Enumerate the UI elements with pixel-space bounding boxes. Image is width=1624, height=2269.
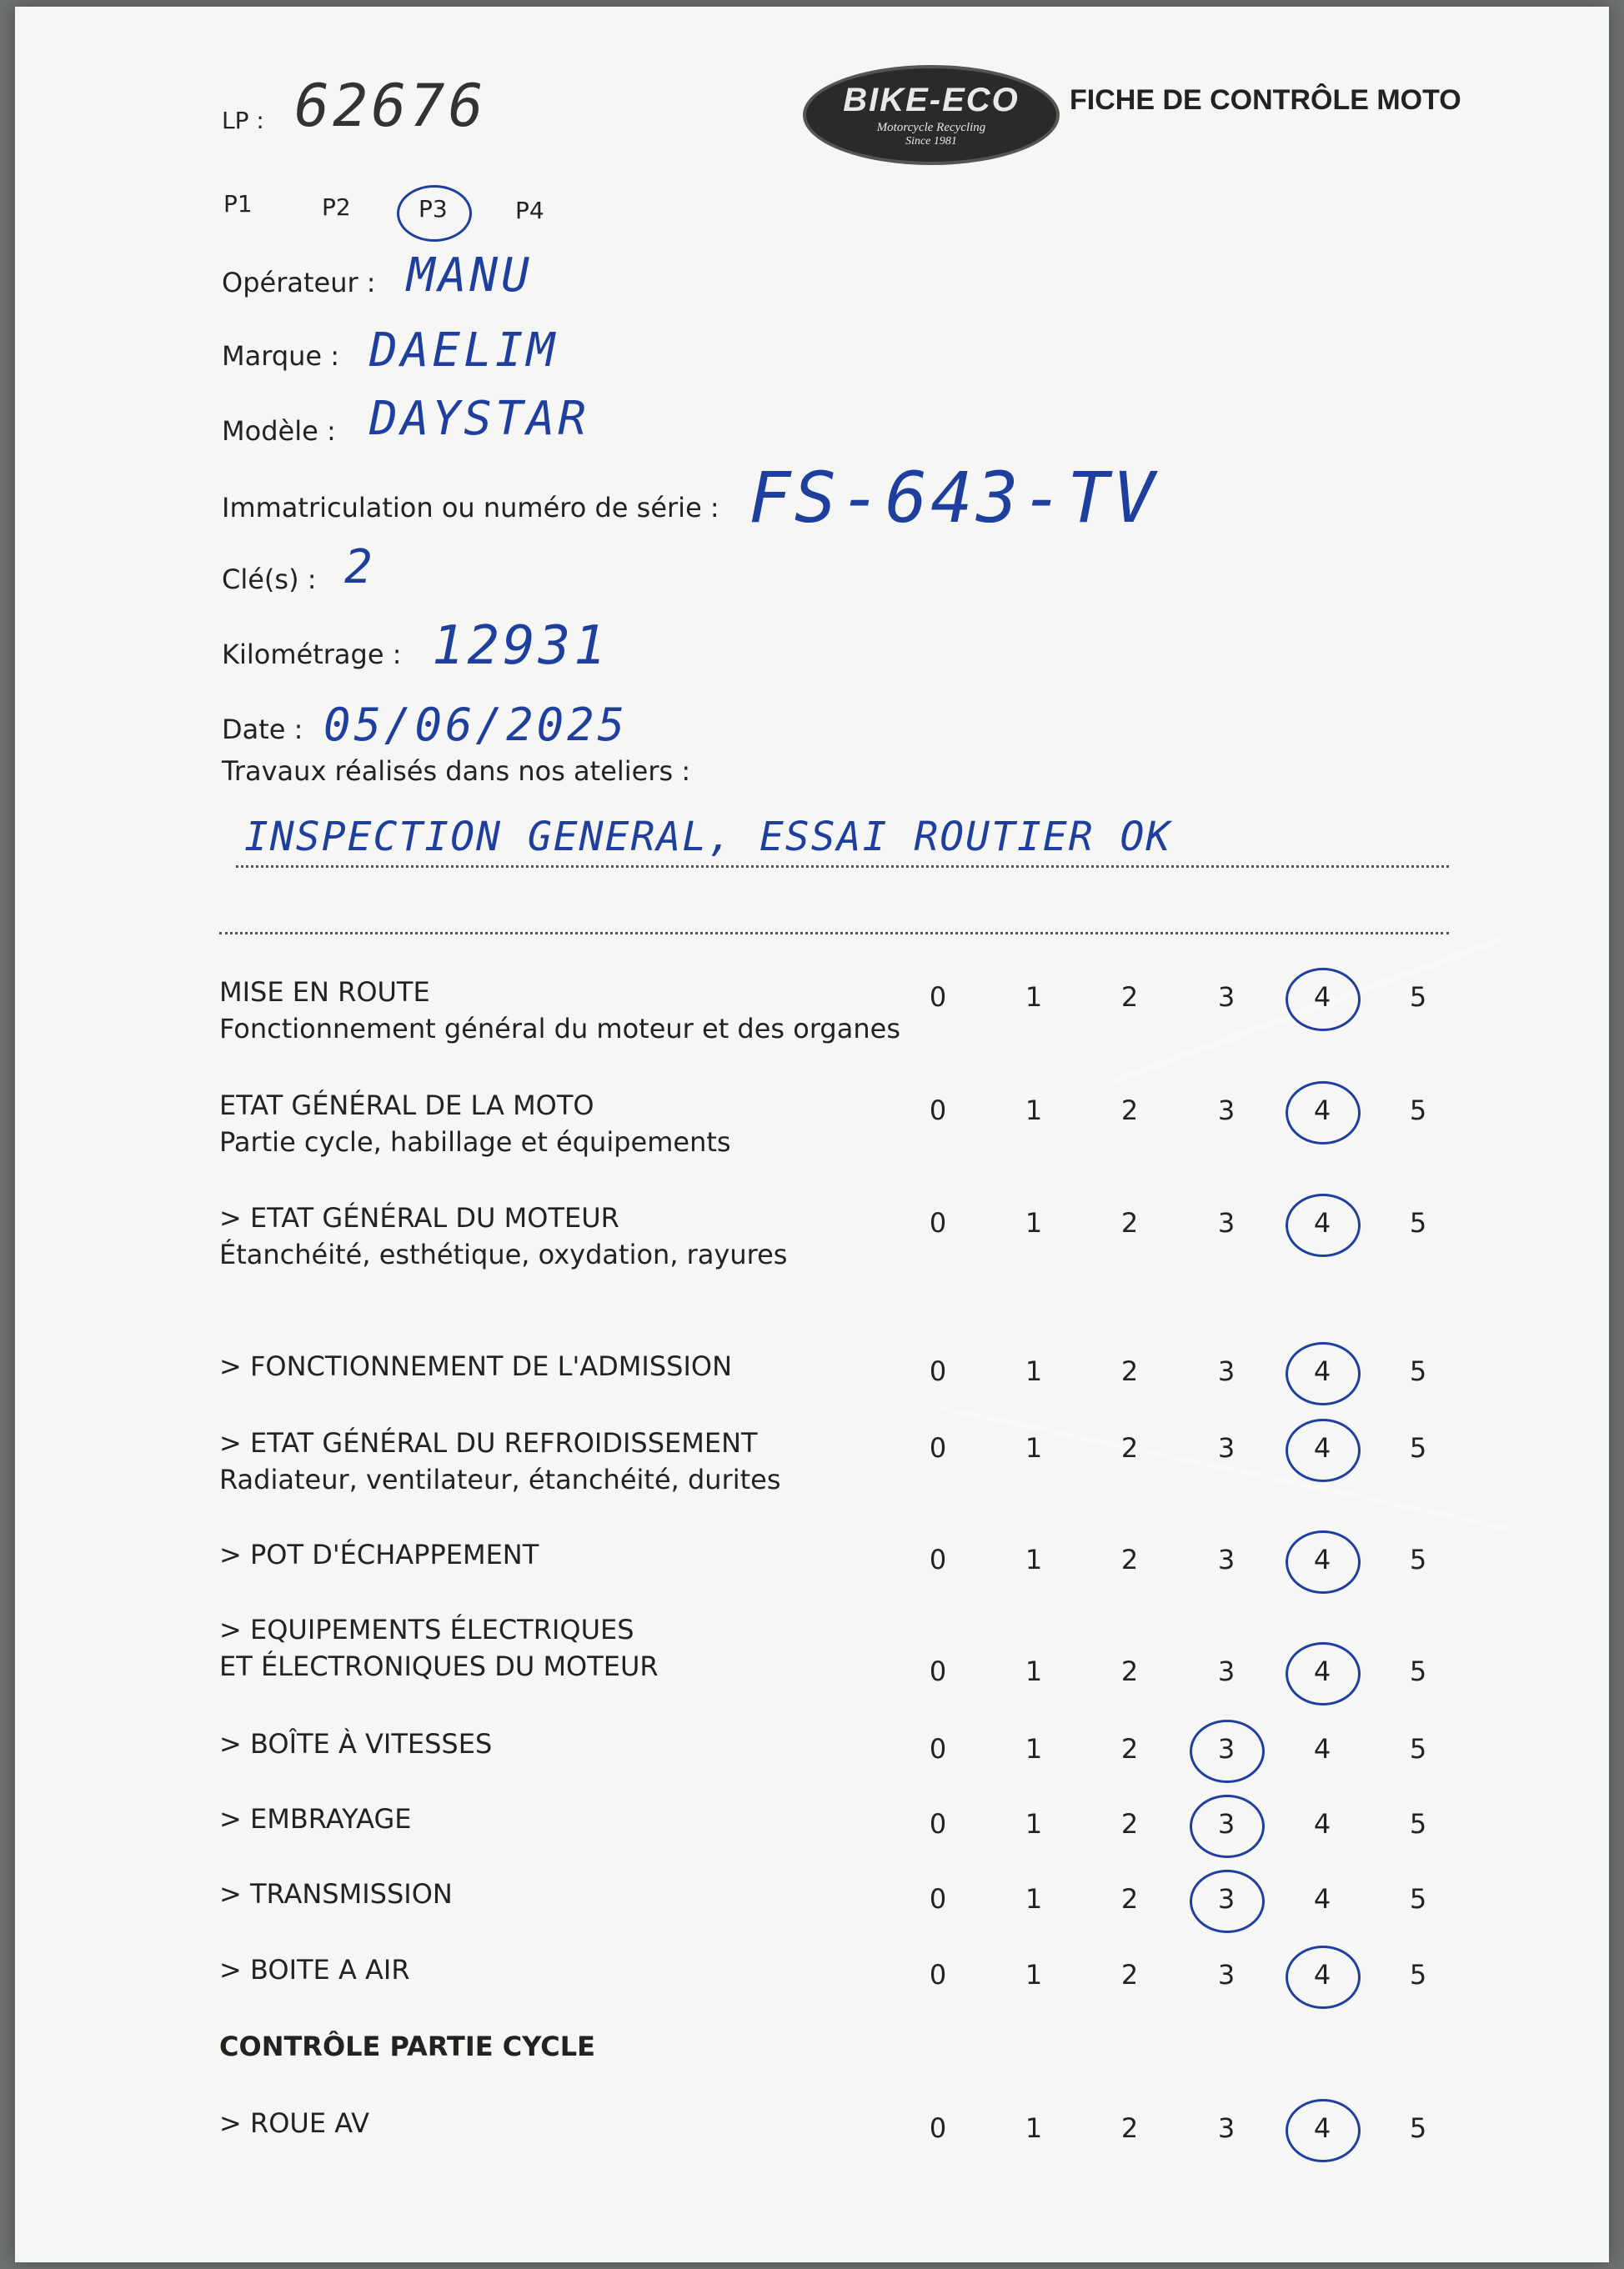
bike-eco-logo [803,65,1060,165]
score-option: 1 [1025,1207,1043,1239]
score-option: 3 [1217,981,1236,1013]
dotted-line [219,932,1449,934]
immatriculation-value: FS-643-TV [749,457,1159,538]
sheet-title: FICHE DE CONTRÔLE MOTO [1070,84,1461,116]
score-option: 0 [929,1733,947,1765]
score-option: 2 [1120,1094,1139,1126]
travaux-label: Travaux réalisés dans nos ateliers : [222,755,691,787]
score-option: 4 [1313,1733,1331,1765]
score-option: 5 [1409,1883,1427,1915]
score-selected: 4 [1306,2112,1339,2144]
kilometrage-label: Kilométrage : [222,639,402,670]
checklist-row [219,976,1486,1056]
logo-tagline: Motorcycle Recycling [876,121,986,134]
checklist-row [219,1614,1486,1694]
score-option: 3 [1217,2112,1236,2144]
checklist-row [219,1350,1486,1430]
check-title: > ETAT GÉNÉRAL DU MOTEUR [219,1202,619,1234]
score-option: 1 [1025,1733,1043,1765]
score-option: 0 [929,1808,947,1840]
score-option: 0 [929,1207,947,1239]
score-selected: 4 [1306,981,1339,1013]
check-subtitle: Fonctionnement général du moteur et des organes [219,1013,900,1044]
score-option: 3 [1217,1207,1236,1239]
score-option: 5 [1409,1655,1427,1687]
dotted-line [236,865,1449,868]
checklist-row [219,1089,1486,1170]
score-option: 5 [1409,1207,1427,1239]
score-option: 1 [1025,1544,1043,1575]
score-option: 2 [1120,1733,1139,1765]
score-option: 1 [1025,1883,1043,1915]
check-title: > POT D'ÉCHAPPEMENT [219,1539,539,1570]
score-option: 4 [1313,1808,1331,1840]
modele-label: Modèle : [222,415,336,447]
check-title: ETAT GÉNÉRAL DE LA MOTO [219,1089,594,1121]
score-option: 5 [1409,1808,1427,1840]
score-option: 0 [929,2112,947,2144]
score-option: 2 [1120,1959,1139,1991]
score-option: 5 [1409,1432,1427,1464]
operateur-label: Opérateur : [222,267,376,298]
score-option: 0 [929,1655,947,1687]
cles-label: Clé(s) : [222,563,317,595]
control-sheet [15,7,1609,2262]
score-option: 3 [1217,1959,1236,1991]
score-option: 2 [1120,1355,1139,1387]
check-title: > ROUE AV [219,2107,369,2139]
score-option: 5 [1409,1355,1427,1387]
score-option: 3 [1217,1094,1236,1126]
logo-brand: BIKE-ECO [843,82,1020,118]
score-option: 5 [1409,1544,1427,1575]
score-option: 0 [929,1432,947,1464]
checklist-row [219,1728,1486,1808]
travaux-value: INSPECTION GENERAL, ESSAI ROUTIER OK [244,814,1172,860]
position-p4: P4 [515,197,544,224]
score-option: 0 [929,1094,947,1126]
score-option: 0 [929,1355,947,1387]
check-subtitle: Radiateur, ventilateur, étanchéité, durites [219,1464,781,1495]
checklist-row [219,1539,1486,1619]
checklist-row [219,1954,1486,2034]
score-selected: 3 [1210,1733,1243,1765]
immatriculation-label: Immatriculation ou numéro de série : [222,492,719,523]
score-option: 5 [1409,1959,1427,1991]
operateur-value: MANU [407,248,533,303]
score-option: 5 [1409,1733,1427,1765]
score-option: 0 [929,1883,947,1915]
position-p3-selected: P3 [419,195,448,223]
score-selected: 4 [1306,1432,1339,1464]
score-option: 2 [1120,1655,1139,1687]
score-option: 2 [1120,2112,1139,2144]
score-selected: 4 [1306,1094,1339,1126]
position-p2: P2 [322,193,351,221]
score-option: 0 [929,1544,947,1575]
score-selected: 3 [1210,1808,1243,1840]
score-option: 2 [1120,1207,1139,1239]
score-option: 1 [1025,981,1043,1013]
score-option: 3 [1217,1432,1236,1464]
check-title: > FONCTIONNEMENT DE L'ADMISSION [219,1350,733,1382]
score-option: 2 [1120,981,1139,1013]
score-option: 2 [1120,1432,1139,1464]
score-option: 5 [1409,981,1427,1013]
score-option: 0 [929,981,947,1013]
score-option: 1 [1025,1094,1043,1126]
kilometrage-value: 12931 [432,615,609,677]
check-title: MISE EN ROUTE [219,976,430,1008]
checklist-row [219,1427,1486,1507]
score-option: 1 [1025,1655,1043,1687]
score-selected: 4 [1306,1655,1339,1687]
marque-label: Marque : [222,340,340,372]
score-option: 2 [1120,1883,1139,1915]
date-label: Date : [222,714,303,745]
check-subtitle: Étanchéité, esthétique, oxydation, rayures [219,1239,788,1270]
check-subtitle: Partie cycle, habillage et équipements [219,1126,731,1158]
checklist-row [219,2031,1486,2111]
score-option: 5 [1409,2112,1427,2144]
modele-value: DAYSTAR [369,392,590,446]
check-title: > ETAT GÉNÉRAL DU REFROIDISSEMENT [219,1427,758,1459]
check-title: > BOITE A AIR [219,1954,410,1986]
lp-label: LP : [222,107,264,134]
score-selected: 4 [1306,1959,1339,1991]
score-option: 3 [1217,1355,1236,1387]
lp-value: 62676 [294,72,487,140]
score-option: 4 [1313,1883,1331,1915]
checklist-row [219,1202,1486,1282]
date-value: 05/06/2025 [323,699,629,751]
check-title: > TRANSMISSION [219,1878,453,1910]
checklist-row [219,1803,1486,1883]
score-option: 1 [1025,1808,1043,1840]
check-title: > EQUIPEMENTS ÉLECTRIQUES [219,1614,634,1645]
score-selected: 4 [1306,1207,1339,1239]
score-option: 0 [929,1959,947,1991]
cles-value: 2 [344,540,376,594]
check-subtitle: ET ÉLECTRONIQUES DU MOTEUR [219,1650,659,1682]
score-option: 1 [1025,1432,1043,1464]
check-title: > BOÎTE À VITESSES [219,1728,493,1760]
score-selected: 4 [1306,1544,1339,1575]
score-option: 1 [1025,1355,1043,1387]
score-option: 3 [1217,1544,1236,1575]
check-title: > EMBRAYAGE [219,1803,412,1835]
position-p1: P1 [223,190,253,218]
score-option: 3 [1217,1655,1236,1687]
score-selected: 4 [1306,1355,1339,1387]
marque-value: DAELIM [369,323,559,378]
score-option: 2 [1120,1544,1139,1575]
score-selected: 3 [1210,1883,1243,1915]
checklist-row [219,2107,1486,2187]
logo-since: Since 1981 [905,135,957,148]
score-option: 1 [1025,1959,1043,1991]
score-option: 1 [1025,2112,1043,2144]
section-heading: CONTRÔLE PARTIE CYCLE [219,2031,595,2062]
score-option: 2 [1120,1808,1139,1840]
score-option: 5 [1409,1094,1427,1126]
checklist-row [219,1878,1486,1958]
